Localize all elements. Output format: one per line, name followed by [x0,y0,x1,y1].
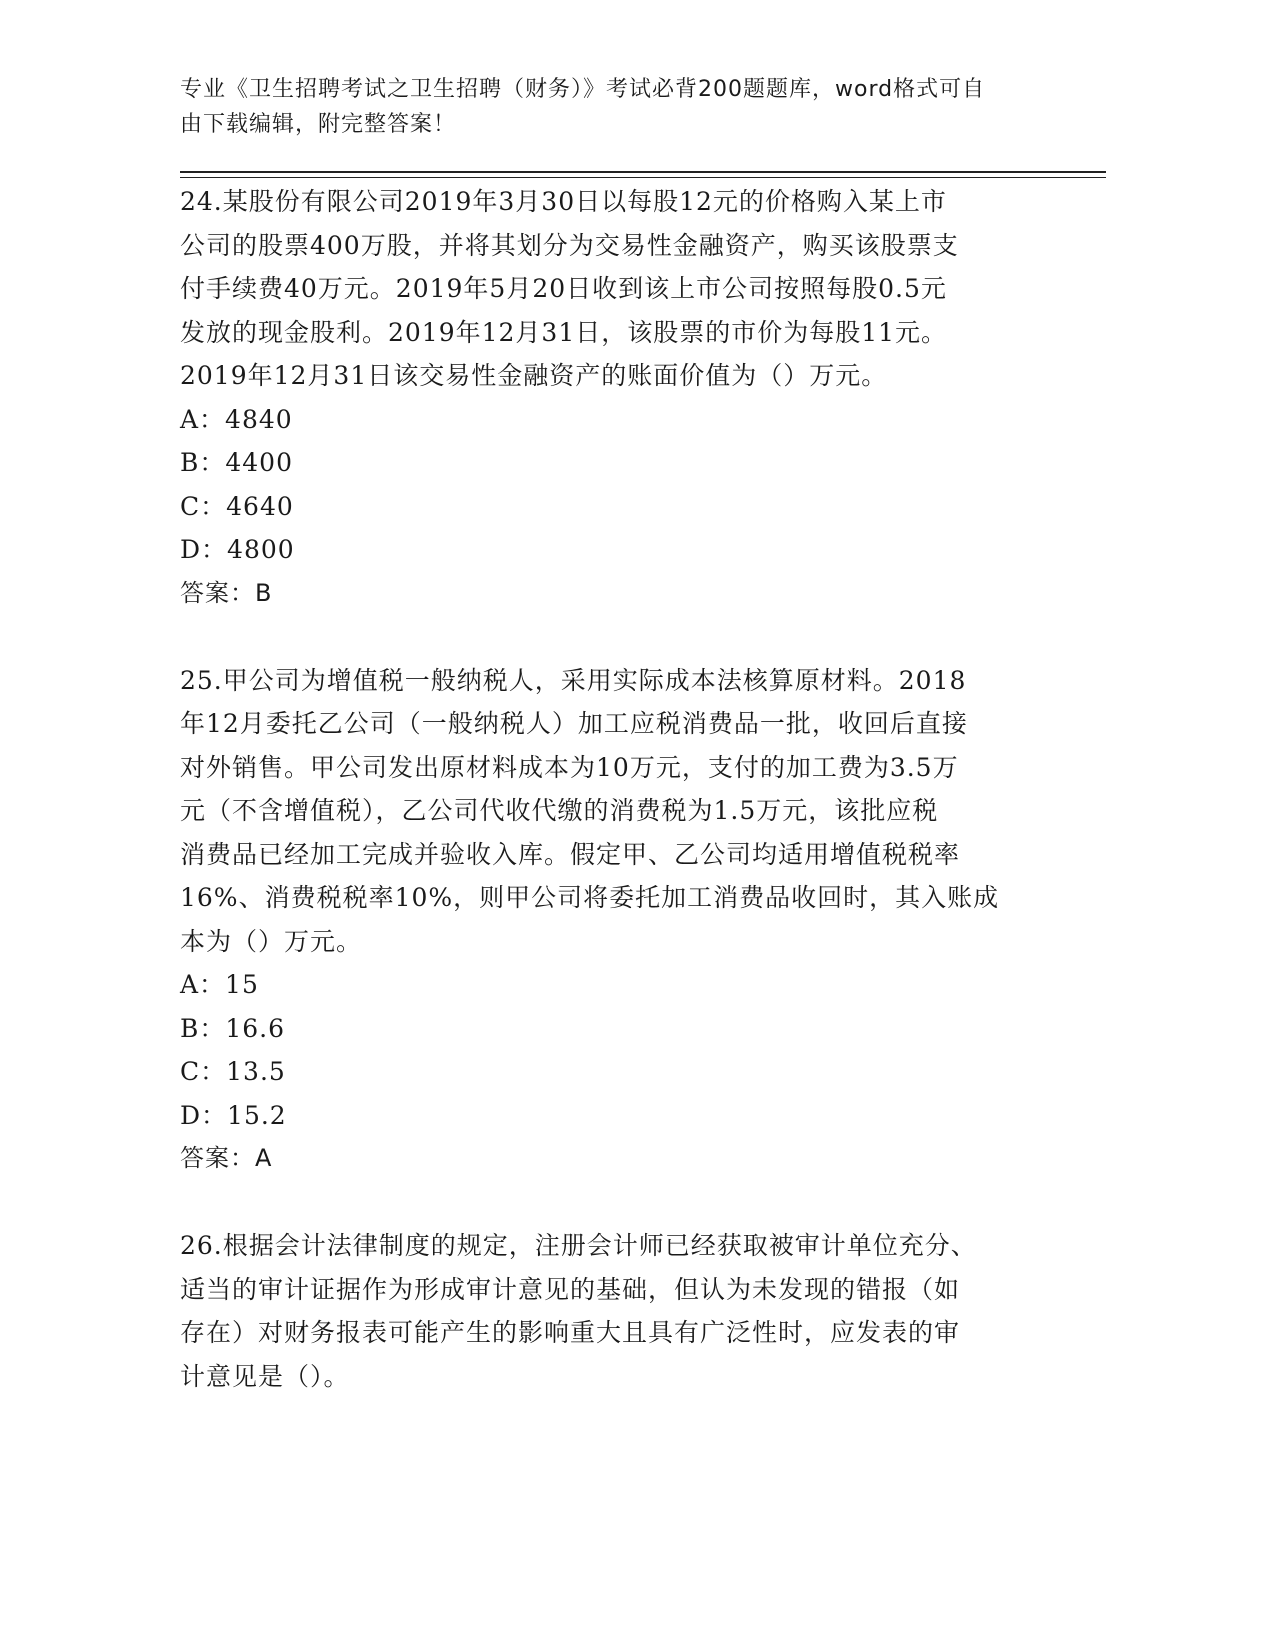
option-b: B：4400 [180,448,293,477]
question-stem-line: 发放的现金股利。2019年12月31日，该股票的市价为每股11元。 [180,317,948,347]
question-stem-line: 适当的审计证据作为形成审计意见的基础，但认为未发现的错报（如 [180,1274,961,1304]
header-title-line-1: 专业《卫生招聘考试之卫生招聘（财务）》考试必背200题题库，word格式可自 [180,77,986,102]
header-title-line-2: 由下载编辑，附完整答案！ [180,112,457,137]
option-a: A：15 [180,970,259,999]
option-b: B：16.6 [180,1013,286,1043]
question-24 [180,180,1040,615]
question-stem-line: 消费品已经加工完成并验收入库。假定甲、乙公司均适用增值税税率 [180,839,961,869]
question-25 [180,659,1040,1181]
answer-line: 答案：B [180,578,273,607]
question-stem-line: 24.某股份有限公司2019年3月30日以每股12元的价格购入某上市 [180,187,947,216]
option-d: D：4800 [180,535,295,564]
option-c: C：4640 [180,491,294,521]
question-spacer [180,1181,1040,1225]
document-header [180,72,1030,142]
question-spacer [180,615,1040,659]
option-d: D：15.2 [180,1100,287,1130]
question-stem-line: 元（不含增值税），乙公司代收代缴的消费税为1.5万元，该批应税 [180,796,939,825]
question-stem-line: 26.根据会计法律制度的规定，注册会计师已经获取被审计单位充分、 [180,1231,977,1260]
question-stem-line: 2019年12月31日该交易性金融资产的账面价值为（）万元。 [180,361,888,390]
question-stem-line: 16%、消费税税率10%，则甲公司将委托加工消费品收回时，其入账成 [180,883,1000,912]
question-stem-line: 付手续费40万元。2019年5月20日收到该上市公司按照每股0.5元 [180,274,947,303]
question-stem-line: 公司的股票400万股，并将其划分为交易性金融资产，购买该股票支 [180,230,959,260]
question-stem-line: 25.甲公司为增值税一般纳税人，采用实际成本法核算原材料。2018 [180,665,967,695]
header-divider-thin [180,177,1106,178]
question-list [180,180,1040,1398]
header-divider-thick [180,171,1106,173]
option-c: C：13.5 [180,1057,286,1086]
answer-line: 答案：A [180,1144,273,1172]
option-a: A：4840 [180,404,293,434]
question-26 [180,1224,1040,1398]
question-stem-line: 对外销售。甲公司发出原材料成本为10万元，支付的加工费为3.5万 [180,752,959,782]
question-stem-line: 本为（）万元。 [180,926,363,956]
question-stem-line: 年12月委托乙公司（一般纳税人）加工应税消费品一批，收回后直接 [180,709,968,738]
question-stem-line: 存在）对财务报表可能产生的影响重大且具有广泛性时，应发表的审 [180,1318,961,1347]
question-stem-line: 计意见是（）。 [180,1361,350,1391]
